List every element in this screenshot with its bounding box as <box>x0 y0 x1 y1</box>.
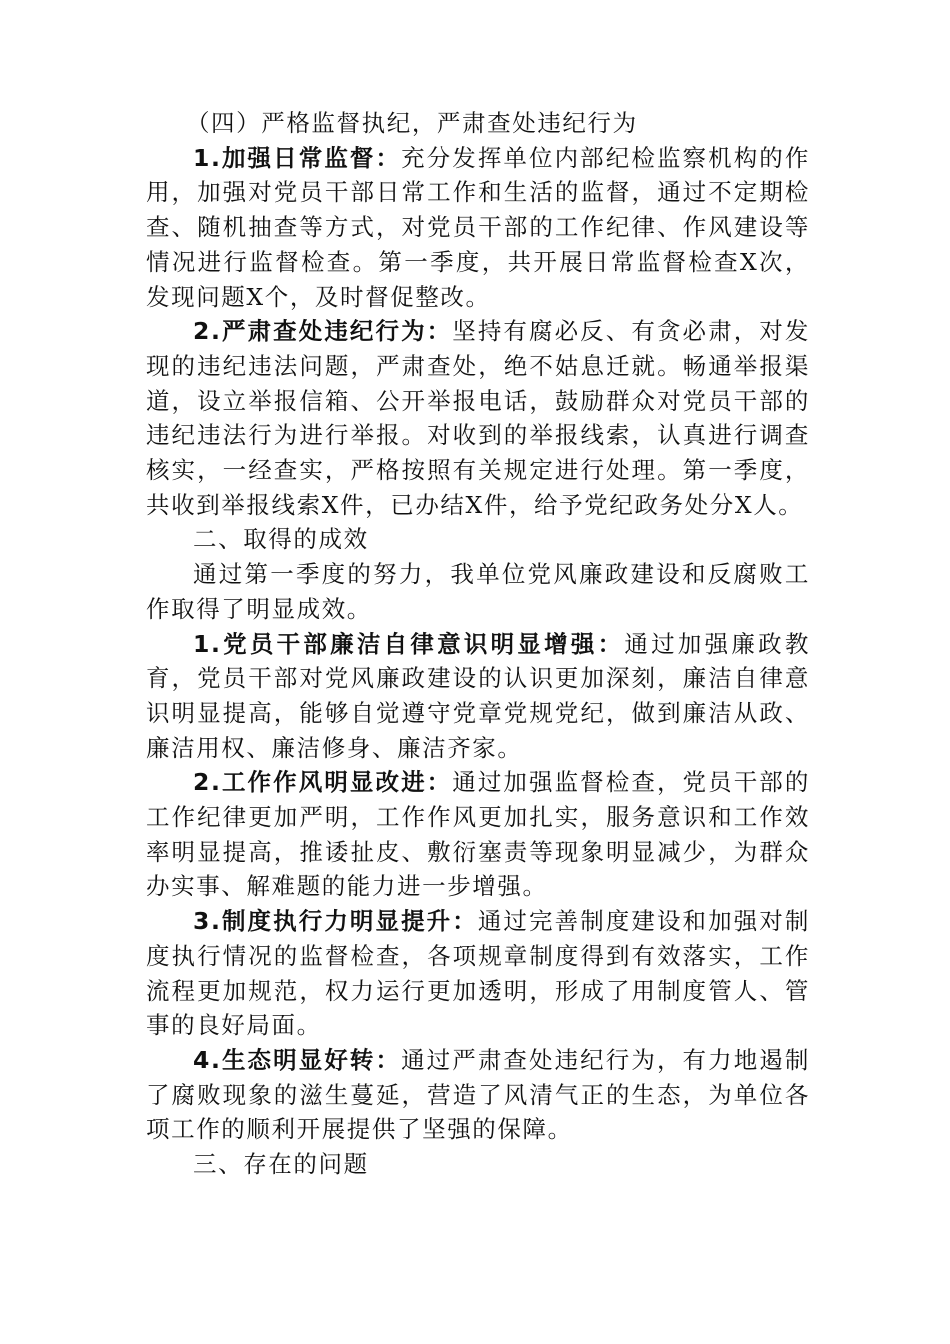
section-4-heading: （四）严格监督执纪，严肃查处违纪行为 <box>185 109 638 137</box>
section-2-intro: 通过第一季度的努力，我单位党风廉政建设和反腐败工作取得了明显成效。 <box>146 560 810 623</box>
item-lead: 3.制度执行力明显提升： <box>193 907 478 936</box>
item-body: 通过完善制度建设和加强对制度执行情况的监督检查，各项规章制度得到有效落实，工作流程更加规范，权力运行更加透明，形成了用制度管人、管事的良好局面。 <box>146 907 810 1040</box>
paragraph-work-style <box>146 765 810 904</box>
paragraph-self-discipline <box>146 627 810 766</box>
paragraph-investigate-violations <box>146 314 810 522</box>
paragraph-system-execution <box>146 904 810 1043</box>
section-2-heading: 二、取得的成效 <box>193 525 369 554</box>
section-3-heading: 三、存在的问题 <box>193 1150 369 1179</box>
item-body: 通过加强监督检查，党员干部的工作纪律更加严明，工作作风更加扎实，服务意识和工作效率明显提高，推诿扯皮、敷衍塞责等现象明显减少，为群众办实事、解难题的能力进一步增强。 <box>146 768 810 901</box>
item-body: 充分发挥单位内部纪检监察机构的作用，加强对党员干部日常工作和生活的监督，通过不定期检查、随机抽查等方式，对党员干部的工作纪律、作风建设等情况进行监督检查。第一季度，共开展日常监督检查X次，发现问题X个，及时督促整改。 <box>146 143 810 311</box>
item-lead: 1.加强日常监督： <box>193 143 402 172</box>
document-page <box>146 106 810 1182</box>
item-body: 通过加强廉政教育，党员干部对党风廉政建设的认识更加深刻，廉洁自律意识明显提高，能够自觉遵守党章党规党纪，做到廉洁从政、廉洁用权、廉洁修身、廉洁齐家。 <box>146 629 810 762</box>
item-lead: 2.工作作风明显改进： <box>193 768 453 797</box>
item-lead: 1.党员干部廉洁自律意识明显增强： <box>193 629 625 658</box>
item-body: 坚持有腐必反、有贪必肃，对发现的违纪违法问题，严肃查处，绝不姑息迁就。畅通举报渠道，设立举报信箱、公开举报电话，鼓励群众对党员干部的违纪违法行为进行举报。对收到的举报线索，认真进行调查核实，一经查实，严格按照有关规定进行处理。第一季度，共收到举报线索X件，已办结X件，给予党纪政务处分X人。 <box>146 317 810 519</box>
item-body: 通过严肃查处违纪行为，有力地遏制了腐败现象的滋生蔓延，营造了风清气正的生态，为单位各项工作的顺利开展提供了坚强的保障。 <box>146 1045 810 1144</box>
item-lead: 4.生态明显好转： <box>193 1045 402 1074</box>
item-lead: 2.严肃查处违纪行为： <box>193 317 453 346</box>
paragraph-ecology <box>146 1043 810 1147</box>
paragraph-daily-supervision <box>146 141 810 315</box>
